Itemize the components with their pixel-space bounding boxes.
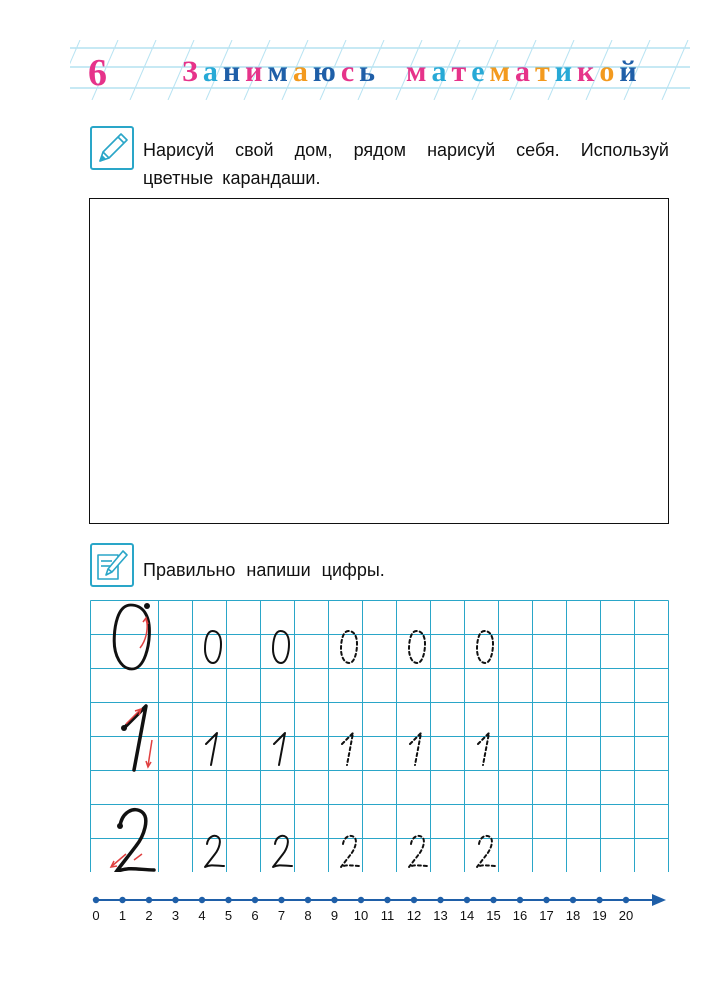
number-line-label: 9: [330, 908, 339, 923]
model-digit-0: [114, 603, 150, 669]
number-line-point: [252, 897, 258, 903]
trace-digit-1: [478, 733, 489, 765]
number-line-point: [305, 897, 311, 903]
title-letter: ь: [359, 55, 381, 88]
title-letter: к: [577, 55, 600, 88]
grid-lines: [91, 601, 669, 873]
number-line-label: 1: [118, 908, 127, 923]
title-letter: о: [599, 55, 620, 88]
number-line-label: 5: [224, 908, 233, 923]
model-digit-1: [121, 706, 152, 770]
number-line-label: 8: [304, 908, 312, 923]
number-line-arrow-icon: [652, 894, 666, 906]
number-line-point: [543, 897, 549, 903]
number-line-label: 7: [277, 908, 286, 923]
number-line-label: 16: [512, 908, 528, 923]
title-letter: и: [554, 55, 578, 88]
number-line-label: 20: [618, 908, 634, 923]
number-line-point: [570, 897, 576, 903]
sample-digit-0: [273, 631, 289, 663]
title-letter: а: [514, 55, 535, 88]
title-letter: З: [182, 55, 203, 88]
number-line-point: [411, 897, 417, 903]
title-letter: т: [451, 55, 472, 88]
trace-digit-1: [342, 733, 353, 765]
title-word: [406, 57, 642, 87]
number-line-label: 2: [145, 908, 153, 923]
trace-digit-0: [477, 631, 493, 663]
number-line-point: [278, 897, 284, 903]
number-line-label: 4: [198, 908, 206, 923]
number-line-point: [517, 897, 523, 903]
number-line-label: 12: [406, 908, 422, 923]
title-letter: м: [489, 55, 515, 88]
sample-digit-2: [273, 836, 292, 867]
number-line-label: 13: [433, 908, 448, 923]
number-line-point: [199, 897, 205, 903]
drawing-area[interactable]: [89, 198, 669, 524]
page-title: [182, 57, 642, 87]
trace-digit-0: [409, 631, 425, 663]
digit-writing-grid[interactable]: [90, 600, 670, 872]
task2-instruction: Правильно напиши цифры.: [143, 560, 385, 580]
trace-digit-0: [341, 631, 357, 663]
trace-digit-2: [477, 836, 496, 867]
number-line-label: 3: [171, 908, 180, 923]
sample-digit-2: [205, 836, 224, 867]
number-line-point: [146, 897, 152, 903]
number-line-label: 19: [592, 908, 607, 923]
number-line-point: [172, 897, 178, 903]
title-letter: ю: [312, 55, 341, 88]
number-line-label: 6: [251, 908, 259, 923]
number-line: [86, 890, 670, 930]
number-line-point: [623, 897, 629, 903]
title-word: [182, 57, 380, 87]
number-line-label: 17: [539, 908, 554, 923]
sample-digit-1: [206, 733, 217, 765]
page-number: 6: [88, 52, 107, 94]
title-letter: е: [471, 55, 490, 88]
title-letter: м: [406, 55, 432, 88]
sample-digit-0: [205, 631, 221, 663]
number-line-label: 15: [486, 908, 501, 923]
task1-instruction: Нарисуй свой дом, рядом нарисуй себя. Используй цветные карандаши.: [143, 140, 669, 188]
number-line-point: [358, 897, 364, 903]
number-line-label: 0: [92, 908, 100, 923]
trace-digit-2: [409, 836, 428, 867]
title-letter: а: [292, 55, 313, 88]
number-line-point: [384, 897, 390, 903]
title-letter: и: [245, 55, 268, 88]
model-digit-2: [111, 810, 154, 872]
title-letter: т: [534, 55, 555, 88]
trace-digit-2: [341, 836, 360, 867]
title-letter: н: [222, 55, 246, 88]
number-line-point: [119, 897, 125, 903]
pencil-icon: [90, 126, 134, 170]
pencil-paper-icon: [90, 543, 134, 587]
number-line-point: [596, 897, 602, 903]
title-letter: м: [267, 55, 293, 88]
title-letter: с: [340, 55, 360, 88]
number-line-point: [225, 897, 231, 903]
number-line-point: [490, 897, 496, 903]
title-letter: а: [431, 55, 452, 88]
number-line-point: [93, 897, 99, 903]
trace-digit-1: [410, 733, 421, 765]
number-line-label: 14: [459, 908, 475, 923]
title-letter: а: [202, 55, 223, 88]
sample-digit-1: [274, 733, 285, 765]
number-line-point: [437, 897, 443, 903]
number-line-point: [464, 897, 470, 903]
number-line-label: 11: [380, 908, 395, 923]
title-letter: й: [619, 55, 642, 88]
number-line-label: 10: [353, 908, 369, 923]
number-line-point: [331, 897, 337, 903]
number-line-label: 18: [565, 908, 581, 923]
